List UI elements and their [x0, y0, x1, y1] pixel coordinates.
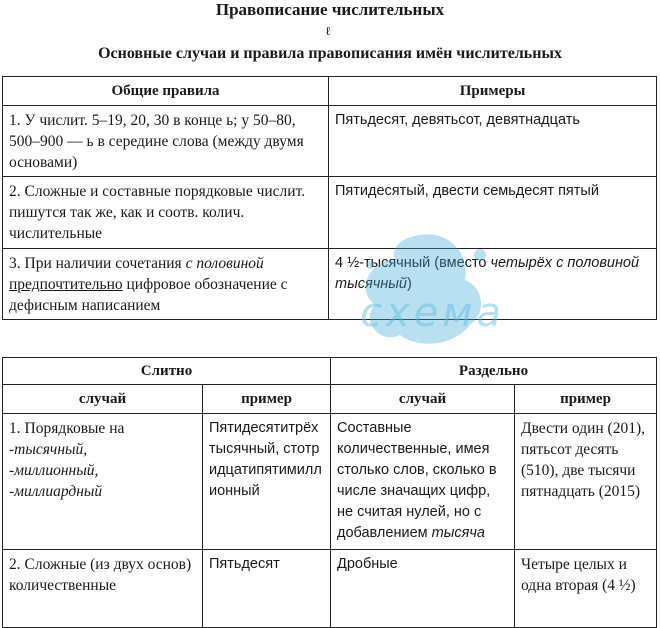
header-examples: Примеры	[329, 77, 657, 106]
header-example: пример	[515, 385, 657, 414]
example-cell: Четыре целых и одна вторая (4 ½)	[515, 550, 657, 628]
case-suffix: -миллионный,	[9, 462, 99, 479]
header-case: случай	[3, 385, 203, 414]
rule-underlined-text: предпочтительно	[9, 276, 123, 293]
page-subtitle: Основные случаи и правила правописания имён числительных	[98, 45, 562, 62]
example-cell: Пятьдесят	[203, 550, 331, 628]
group-together: Слитно	[3, 358, 331, 385]
case-suffix: -тысячный,	[9, 441, 88, 458]
case-cell: 2. Сложные (из двух основ) количественные	[3, 550, 203, 628]
stray-mark: ℓ	[325, 24, 331, 38]
example-cell: Пятьдесят, девятьсот, девятнадцать	[329, 106, 657, 177]
case-text: Составные количественные, имея столько слов, сколько в числе значащих цифр, не считая нулей, но с добавлением	[337, 420, 497, 541]
spelling-cases-table	[2, 357, 657, 628]
group-separate: Раздельно	[331, 358, 657, 385]
page-title: Правописание числительных	[215, 0, 445, 19]
case-cell	[331, 414, 515, 550]
column-header-row	[3, 385, 657, 414]
general-rules-table	[2, 76, 657, 320]
table-header-row	[3, 77, 657, 106]
header-general-rules: Общие правила	[3, 77, 329, 106]
case-cell: Дробные	[331, 550, 515, 628]
rule-text: 3. При наличии сочетания	[9, 255, 186, 272]
example-italic-text: четырёх с половиной тысячный	[335, 255, 640, 292]
case-suffix: -миллиардный	[9, 483, 103, 500]
case-text: 1. Порядковые на	[9, 420, 125, 437]
table-row	[3, 550, 657, 628]
example-text: 4 ½-тысячный (вместо	[335, 255, 491, 271]
header-example: пример	[203, 385, 331, 414]
table-row	[3, 177, 657, 249]
example-cell: Двести один (201), пятьсот десять (510), две тысячи пятнадцать (2015)	[515, 414, 657, 550]
example-cell: Пятидесятитрёхтысячный, стотридцатипятимиллионный	[203, 414, 331, 550]
rule-text-end: цифровое обозначение с дефисным написанием	[9, 276, 288, 314]
table-row	[3, 249, 657, 320]
watermark-text: схема	[360, 290, 505, 336]
rule-cell: 1. У числит. 5–19, 20, 30 в конце ь; у 50–80, 500–900 — ь в середине слова (между двумя основами)	[3, 106, 329, 177]
header-case: случай	[331, 385, 515, 414]
case-italic-text: тысяча	[431, 525, 485, 541]
table-row	[3, 414, 657, 550]
example-text-end: )	[406, 276, 412, 292]
table-row	[3, 106, 657, 177]
case-cell	[3, 414, 203, 550]
rule-cell	[3, 249, 329, 320]
example-cell: Пятидесятый, двести семьдесят пятый	[329, 177, 657, 249]
rule-italic-text: с половиной	[185, 255, 264, 272]
group-header-row	[3, 358, 657, 385]
rule-cell: 2. Сложные и составные порядковые числит. пишутся так же, как и соотв. колич. числительные	[3, 177, 329, 249]
